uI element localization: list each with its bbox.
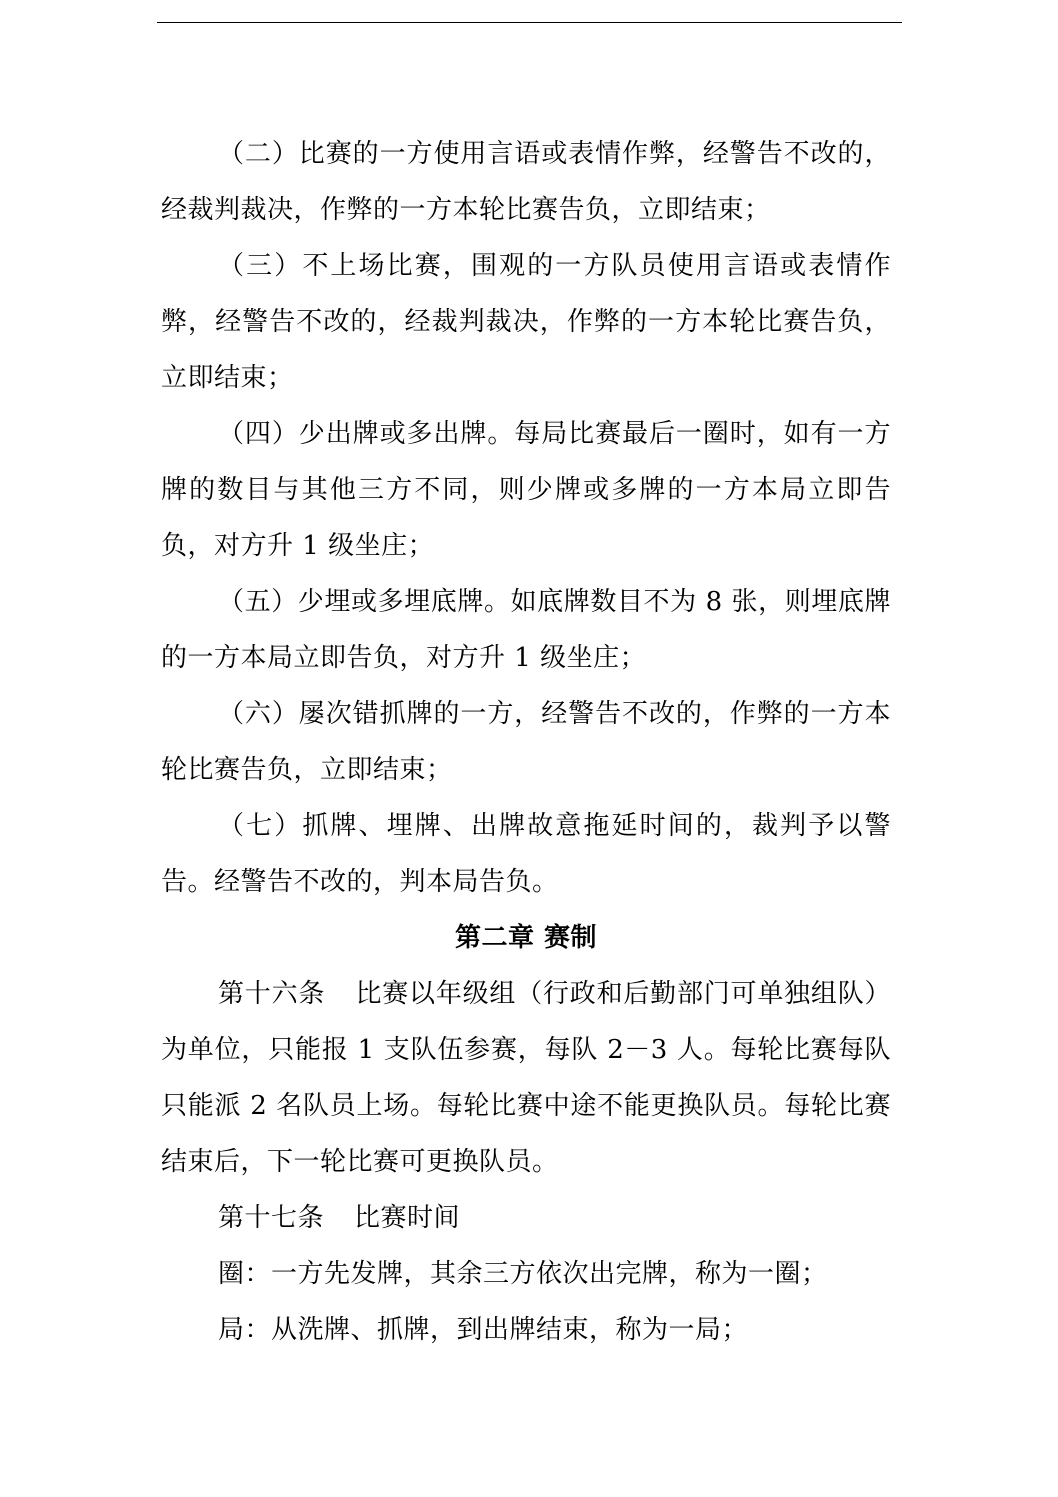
definition-quan: 圈：一方先发牌，其余三方依次出完牌，称为一圈； [218, 1259, 828, 1289]
article-17-text: 比赛时间 [354, 1203, 461, 1233]
article-17-label: 第十七条 [218, 1203, 325, 1233]
paragraph-rule-6: （六）屡次错抓牌的一方，经警告不改的，作弊的一方本轮比赛告负，立即结束； [161, 699, 891, 785]
header-rule [157, 22, 902, 23]
definition-ju: 局：从洗牌、抓牌，到出牌结束，称为一局； [218, 1315, 749, 1345]
document-body [161, 126, 891, 1358]
chapter-title: 第二章 赛制 [454, 923, 598, 953]
article-16-label: 第十六条 [218, 979, 326, 1009]
article-16-text: 比赛以年级组（行政和后勤部门可单独组队）为单位，只能报 1 支队伍参赛，每队 2－3 人。每轮比赛每队只能派 2 名队员上场。每轮比赛中途不能更换队员。每轮比赛结束后，下一轮比赛可更换队员。 [161, 979, 891, 1177]
paragraph-rule-2: （二）比赛的一方使用言语或表情作弊，经警告不改的，经裁判裁决，作弊的一方本轮比赛告负，立即结束； [161, 139, 891, 225]
paragraph-rule-3: （三）不上场比赛，围观的一方队员使用言语或表情作弊，经警告不改的，经裁判裁决，作弊的一方本轮比赛告负，立即结束； [161, 251, 891, 393]
paragraph-rule-5: （五）少埋或多埋底牌。如底牌数目不为 8 张，则埋底牌的一方本局立即告负，对方升 1 级坐庄； [161, 587, 891, 673]
paragraph-rule-7: （七）抓牌、埋牌、出牌故意拖延时间的，裁判予以警告。经警告不改的，判本局告负。 [161, 811, 891, 897]
paragraph-rule-4: （四）少出牌或多出牌。每局比赛最后一圈时，如有一方牌的数目与其他三方不同，则少牌或多牌的一方本局立即告负，对方升 1 级坐庄； [161, 419, 891, 561]
article-17 [161, 1190, 891, 1246]
article-16 [161, 966, 891, 1190]
